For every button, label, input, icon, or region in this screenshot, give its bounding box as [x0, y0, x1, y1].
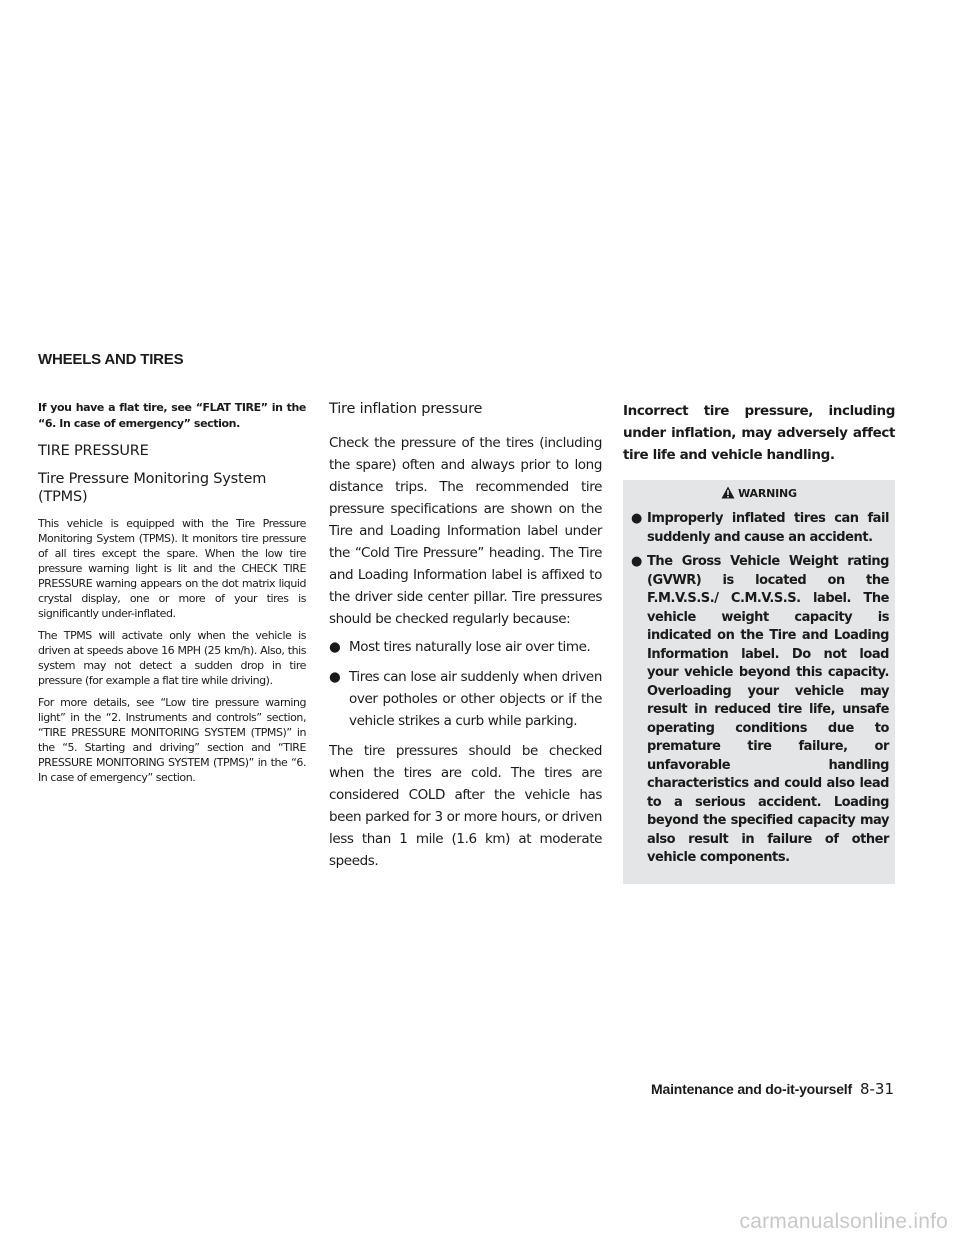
column-middle: [329, 400, 602, 878]
list-item-text: Tires can lose air suddenly when driven over potholes or other objects or if the vehicle strikes a curb while parking.: [349, 669, 602, 729]
bullet-icon: ●: [329, 639, 341, 655]
warning-box: [623, 480, 895, 884]
list-item-text: Improperly inflated tires can fail suddenly and cause an accident.: [647, 511, 889, 545]
inflation-pressure-heading: Tire inflation pressure: [329, 401, 483, 417]
list-item-text: The Gross Vehicle Weight rating (GVWR) is located on the F.M.V.S.S./ C.M.V.S.S. label. The vehicle weight capacity is indicated on the Tire and Loading Information label. Do not load your vehicle beyond this capacity. Overloading your vehicle may result in reduced tire life, unsafe operating conditions due to premature tire failure, or unfavorable handling characteristics and could also lead to a serious accident. Loading beyond the specified capacity may also result in failure of other vehicle components.: [647, 554, 889, 865]
bullet-icon: ●: [631, 511, 642, 526]
section-header: WHEELS AND TIRES: [38, 351, 184, 368]
inflation-closing: The tire pressures should be checked when the tires are cold. The tires are considered COLD after the vehicle has been parked for 3 or more hours, or driven less than 1 mile (1.6 km) at moderate speeds.: [329, 743, 602, 869]
list-item: [329, 666, 602, 732]
warning-triangle-icon: [721, 486, 735, 499]
tpms-paragraph-1: This vehicle is equipped with the Tire Pressure Monitoring System (TPMS). It monitors tire pressure of all tires except the spare. When the low tire pressure warning light is lit and the CHECK TIRE PRESSURE warning appears on the dot matrix liquid crystal display, one or more of your tires is significantly under-inflated.: [38, 517, 306, 620]
footer-title: Maintenance and do-it-yourself: [651, 1081, 852, 1097]
inflation-intro: Check the pressure of the tires (including the spare) often and always prior to long distance trips. The recommended tire pressure specifications are shown on the Tire and Loading Information label under the “Cold Tire Pressure” heading. The Tire and Loading Information label is affixed to the driver side center pillar. Tire pressures should be checked regularly because:: [329, 435, 602, 627]
list-item: [329, 636, 602, 658]
warning-list: [629, 510, 889, 868]
warning-title-text: WARNING: [738, 487, 797, 500]
warning-title: [629, 486, 889, 502]
flat-tire-note: If you have a flat tire, see “FLAT TIRE” in the “6. In case of emergency” section.: [38, 401, 306, 430]
tire-pressure-heading: TIRE PRESSURE: [38, 443, 149, 459]
bullet-icon: ●: [631, 554, 642, 569]
column-right: [623, 400, 895, 884]
watermark: carmanualsonline.info: [739, 1210, 948, 1233]
list-item: [629, 510, 889, 547]
list-item: [629, 553, 889, 868]
column-left: [38, 400, 306, 792]
bullet-icon: ●: [329, 669, 341, 685]
tpms-paragraph-3: For more details, see “Low tire pressure warning light” in the “2. Instruments and controls” section, “TIRE PRESSURE MONITORING SYSTEM (TPMS)” in the “5. Starting and driving” section and “TIRE PRESSURE MONITORING SYSTEM (TPMS)” in the “6. In case of emergency” section.: [38, 696, 306, 784]
tpms-subheading: Tire Pressure Monitoring System (TPMS): [38, 471, 267, 505]
inflation-bullet-list: [329, 636, 602, 732]
incorrect-pressure-lead: Incorrect tire pressure, including under inflation, may adversely affect tire life and vehicle handling.: [623, 403, 895, 463]
page-footer: [651, 1080, 894, 1098]
tpms-paragraph-2: The TPMS will activate only when the vehicle is driven at speeds above 16 MPH (25 km/h). Also, this system may not detect a sudden drop in tire pressure (for example a flat tire while driving).: [38, 629, 306, 687]
list-item-text: Most tires naturally lose air over time.: [349, 639, 591, 655]
page-number: 8-31: [859, 1080, 894, 1098]
